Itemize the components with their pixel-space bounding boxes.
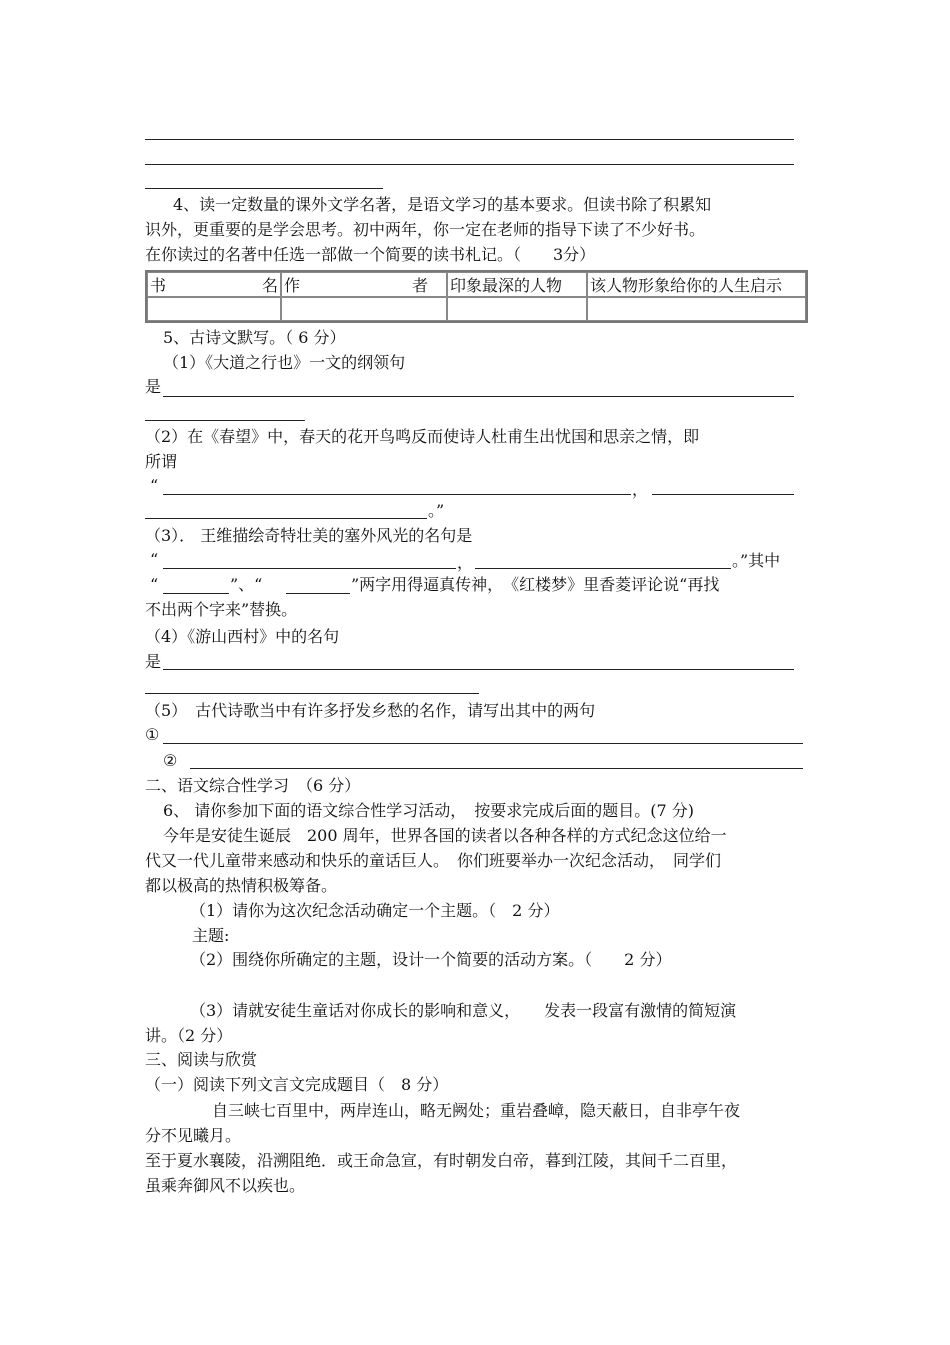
q5-part1-shi: 是: [145, 377, 162, 396]
q5-part2-prompt: （2）在《春望》中，春天的花开鸟鸣反而使诗人杜甫生出忧国和思亲之情，即: [145, 427, 700, 446]
table-row: [147, 297, 806, 321]
q6-para-line1: 今年是安徒生诞辰 200 周年，世界各国的读者以各种各样的方式纪念这位给一: [163, 826, 727, 845]
comma: ，: [632, 480, 649, 499]
quote-open: “: [150, 550, 159, 569]
answer-line: [145, 518, 427, 519]
header-inspiration: 该人物形象给你的人生启示: [587, 272, 806, 297]
q6-sub1: （1）请你为这次纪念活动确定一个主题。（ 2 分）: [190, 901, 560, 920]
answer-line: [652, 494, 794, 495]
reading-notes-table: [145, 270, 808, 323]
comma: ，: [457, 553, 474, 572]
q5-part3-prompt: （3）． 王维描绘奇特壮美的塞外风光的名句是: [145, 526, 473, 545]
header-book: 书 名: [147, 272, 281, 297]
quote-open: “: [150, 575, 159, 594]
q6-para-line3: 都以极高的热情积极筹备。: [145, 876, 338, 895]
q4-line-2: 识外，更重要的是学会思考。初中两年，你一定在老师的指导下读了不少好书。: [145, 220, 706, 239]
header-character: 印象最深的人物: [447, 272, 587, 297]
answer-line: [163, 568, 456, 569]
q5-part3-qizhong: 。”其中: [732, 551, 781, 570]
q5-title: 5、古诗文默写。（ 6 分）: [163, 328, 346, 347]
answer-line: [145, 693, 479, 694]
q4-line-1: 4、读一定数量的课外文学名著，是语文学习的基本要求。但读书除了积累知: [173, 195, 712, 214]
table-header-row: [147, 272, 806, 297]
answer-line: [163, 494, 631, 495]
circle-number-1: ①: [145, 725, 160, 744]
classical-text-line3: 至于夏水襄陵，沿溯阻绝．或王命急宣，有时朝发白帝，暮到江陵，其间千二百里，: [145, 1151, 738, 1170]
q6-sub2: （2）围绕你所确定的主题，设计一个简要的活动方案。（ 2 分）: [190, 950, 672, 969]
quote-mid: ”、“: [230, 575, 263, 594]
quote-open: “: [150, 476, 159, 495]
answer-line: [190, 768, 803, 769]
header-author: 作 者: [281, 272, 447, 297]
classical-text-line2: 分不见曦月。: [145, 1126, 242, 1145]
part1-title: （一）阅读下列文言文完成题目（ 8 分）: [145, 1075, 449, 1094]
q6-sub3-line1: （3）请就安徒生童话对你成长的影响和意义， 发表一段富有激情的简短演: [190, 1001, 737, 1020]
answer-line: [145, 188, 383, 189]
answer-line: [475, 568, 731, 569]
section2-title: 二、语文综合性学习 （6 分）: [145, 776, 361, 795]
q5-part3-line3: ”两字用得逼真传神， 《红楼梦》里香菱评论说“再找: [351, 575, 720, 594]
q6-prompt: 6、 请你参加下面的语文综合性学习活动， 按要求完成后面的题目。(7 分): [163, 801, 695, 820]
q6-sub3-line2: 讲。（2 分）: [145, 1026, 233, 1045]
section3-title: 三、阅读与欣赏: [145, 1050, 258, 1069]
classical-text-line4: 虽乘奔御风不以疾也。: [145, 1176, 306, 1195]
q5-part3-line4: 不出两个字来”替换。: [145, 600, 298, 619]
cell-character[interactable]: [447, 297, 587, 321]
circle-number-2: ②: [163, 751, 178, 770]
q5-part2-suowei: 所谓: [145, 452, 178, 471]
cell-book[interactable]: [147, 297, 281, 321]
q5-part5-prompt: （5） 古代诗歌当中有许多抒发乡愁的名作，请写出其中的两句: [145, 701, 596, 720]
q5-part1-prompt: （1）《大道之行也》一文的纲领句: [163, 353, 406, 372]
q6-para-line2: 代又一代儿童带来感动和快乐的童话巨人。 你们班要举办一次纪念活动， 同学们: [145, 851, 722, 870]
q5-part4-shi: 是: [145, 652, 162, 671]
quote-end: 。”: [428, 501, 445, 520]
answer-line: [286, 593, 350, 594]
q4-line-3: 在你读过的名著中任选一部做一个简要的读书札记。（ 3分）: [145, 245, 596, 264]
cell-inspiration[interactable]: [587, 297, 806, 321]
answer-line: [163, 743, 803, 744]
answer-line: [145, 139, 794, 140]
answer-line: [163, 669, 794, 670]
answer-line: [145, 420, 305, 421]
answer-line: [163, 593, 229, 594]
q5-part4-prompt: （4）《游山西村》中的名句: [145, 627, 340, 646]
theme-label: 主题:: [192, 926, 230, 945]
classical-text-line1: 自三峡七百里中，两岸连山，略无阙处；重岩叠嶂，隐天蔽日，自非亭午夜: [212, 1101, 741, 1120]
cell-author[interactable]: [281, 297, 447, 321]
answer-line: [145, 164, 794, 165]
answer-line: [163, 396, 794, 397]
